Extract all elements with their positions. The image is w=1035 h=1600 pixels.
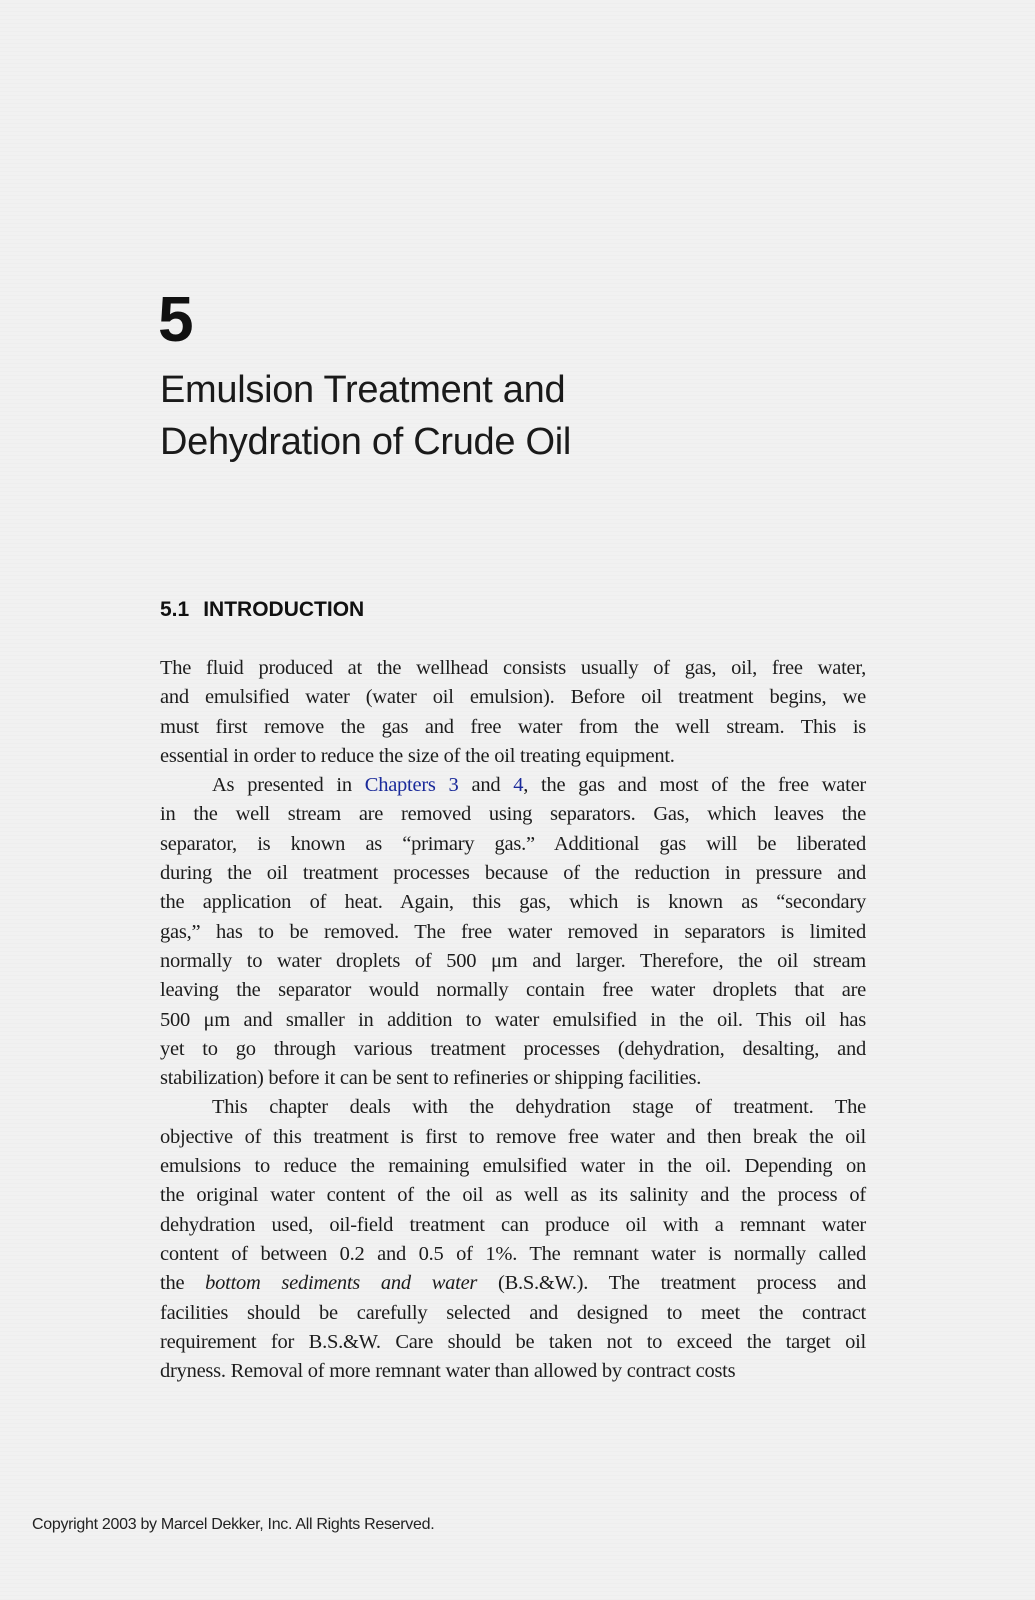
text-segment: normally to water droplets of 500 μm and larger. Therefore, the oil stream [160, 949, 866, 972]
text-line [160, 1006, 866, 1035]
text-line [160, 1123, 866, 1152]
text-line [160, 1269, 866, 1298]
text-segment: , the gas and most of the free water [523, 774, 867, 797]
text-segment: The fluid produced at the wellhead consists usually of gas, oil, free water, [160, 657, 866, 679]
text-line [160, 800, 866, 829]
text-line [160, 1181, 866, 1210]
chapter-link[interactable]: 4 [513, 774, 524, 797]
section-number: 5.1 [160, 598, 190, 621]
chapter-title-line: Dehydration of Crude Oil [160, 421, 572, 463]
text-line [160, 1240, 866, 1269]
chapter-link[interactable]: Chapters 3 [364, 774, 459, 797]
text-segment: and [458, 774, 514, 797]
text-segment: This chapter deals with the dehydration stage of treatment. The [212, 1096, 866, 1119]
text-segment: in the well stream are removed using separators. Gas, which leaves the [160, 803, 866, 826]
text-segment: dryness. Removal of more remnant water than allowed by contract costs [160, 1360, 736, 1383]
text-segment: 500 μm and smaller in addition to water emulsified in the oil. This oil has [160, 1008, 866, 1031]
text-line [160, 771, 866, 800]
text-segment: As presented in [212, 774, 365, 797]
text-segment: and emulsified water (water oil emulsion). Before oil treatment begins, we [160, 686, 866, 709]
text-segment: yet to go through various treatment processes (dehydration, desalting, and [160, 1037, 866, 1060]
text-segment: must first remove the gas and free water from the well stream. This is [160, 715, 866, 738]
text-line [160, 1093, 866, 1122]
text-segment: the original water content of the oil as well as its salinity and the process of [160, 1184, 866, 1207]
chapter-title-line: Emulsion Treatment and [160, 369, 566, 411]
copyright-footer: Copyright 2003 by Marcel Dekker, Inc. All Rights Reserved. [32, 1516, 435, 1533]
text-segment: requirement for B.S.&W. Care should be taken not to exceed the target oil [160, 1330, 866, 1353]
text-line [160, 1035, 866, 1064]
text-line [160, 742, 866, 771]
text-segment: dehydration used, oil-field treatment can produce oil with a remnant water [160, 1213, 866, 1236]
text-line [160, 1299, 866, 1328]
text-line [160, 1152, 866, 1181]
text-line [160, 1328, 866, 1357]
section-heading [160, 598, 364, 622]
text-segment: separator, is known as “primary gas.” Additional gas will be liberated [160, 832, 866, 855]
text-segment: content of between 0.2 and 0.5 of 1%. The remnant water is normally called [160, 1242, 866, 1265]
text-line [160, 976, 866, 1005]
text-segment: objective of this treatment is first to remove free water and then break the oil [160, 1125, 866, 1148]
text-segment: facilities should be carefully selected and designed to meet the contract [160, 1301, 866, 1324]
text-line [160, 683, 866, 712]
text-line [160, 830, 866, 859]
text-segment: stabilization) before it can be sent to refineries or shipping facilities. [160, 1067, 702, 1090]
text-line [160, 888, 866, 917]
text-segment: essential in order to reduce the size of the oil treating equipment. [160, 744, 675, 767]
text-segment: during the oil treatment processes because of the reduction in pressure and [160, 862, 866, 885]
text-segment: bottom sediments and water [205, 1272, 478, 1295]
paragraph [160, 1093, 866, 1386]
text-segment: the [160, 1272, 206, 1295]
text-segment: the application of heat. Again, this gas, which is known as “secondary [160, 891, 866, 914]
text-line [160, 947, 866, 976]
text-line [160, 654, 866, 683]
text-line [160, 859, 866, 888]
body-text [160, 654, 866, 1386]
paragraph [160, 654, 866, 771]
text-line [160, 918, 866, 947]
text-line [160, 1211, 866, 1240]
text-segment: leaving the separator would normally contain free water droplets that are [160, 979, 866, 1002]
paragraph [160, 771, 866, 1093]
text-segment: (B.S.&W.). The treatment process and [477, 1272, 866, 1295]
text-segment: emulsions to reduce the remaining emulsified water in the oil. Depending on [160, 1155, 866, 1178]
chapter-number: 5 [158, 283, 194, 355]
chapter-title [160, 364, 571, 468]
text-segment: gas,” has to be removed. The free water removed in separators is limited [160, 920, 866, 943]
text-line [160, 1357, 866, 1386]
text-line [160, 713, 866, 742]
section-title: INTRODUCTION [203, 598, 365, 621]
text-line [160, 1064, 866, 1093]
